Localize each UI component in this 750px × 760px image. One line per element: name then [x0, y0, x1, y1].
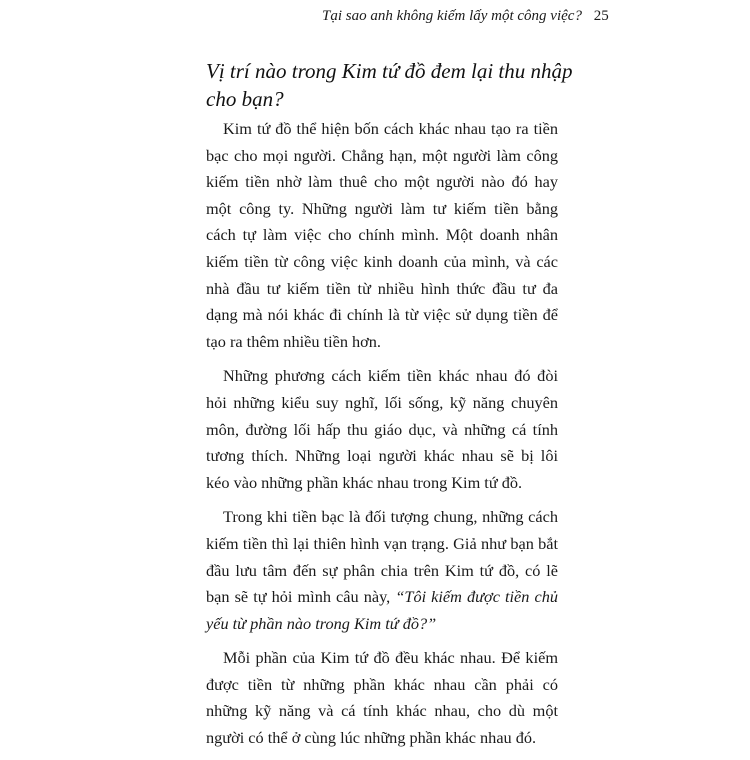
paragraph-text: Kim tứ đồ thể hiện bốn cách khác nhau tạo ra tiền bạc cho mọi người. Chẳng hạn, một người làm công kiếm tiền nhờ làm thuê cho một người nào đó hay một công ty. Những người làm tư kiếm tiền bằng cách tự làm việc cho chính mình. Một doanh nhân kiếm tiền từ công việc kinh doanh của mình, và các nhà đầu tư kiếm tiền từ nhiều hình thức đầu tư đa dạng mà nói khác đi chính là từ việc sử dụng tiền để tạo ra thêm nhiều tiền hơn. — [206, 119, 558, 351]
section-title: Vị trí nào trong Kim tứ đồ đem lại thu nhập cho bạn? — [206, 59, 573, 111]
running-head — [322, 8, 609, 25]
paragraph-text: Trong khi tiền bạc là đối tượng chung, những cách kiếm tiền thì lại thiên hình vạn trạng. Giả như bạn bắt đầu lưu tâm đến sự phân chia trên Kim tứ đồ, có lẽ bạn sẽ tự hỏi mình câu này, — [206, 507, 558, 607]
paragraph-text: Những phương cách kiếm tiền khác nhau đó đòi hỏi những kiểu suy nghĩ, lối sống, kỹ năng chuyên môn, đường lối hấp thu giáo dục, và những cá tính tương thích. Những loại người khác nhau sẽ bị lôi kéo vào những phần khác nhau trong Kim tứ đồ. — [206, 366, 558, 492]
body-text — [206, 116, 558, 760]
paragraph-3 — [206, 504, 558, 637]
page-number: 25 — [593, 8, 609, 24]
paragraph-1 — [206, 116, 558, 355]
running-head-title: Tại sao anh không kiếm lấy một công việc? — [322, 8, 582, 24]
paragraph-2 — [206, 363, 558, 496]
italic-quote: “Tôi kiếm được tiền chủ yếu từ phần nào trong Kim tứ đồ?” — [206, 587, 558, 633]
paragraph-text: Mỗi phần của Kim tứ đồ đều khác nhau. Để kiếm được tiền từ những phần khác nhau cần phải có những kỹ năng và cá tính khác nhau, cho dù một người có thể ở cùng lúc những phần khác nhau đó. — [206, 648, 558, 748]
paragraph-4 — [206, 645, 558, 751]
